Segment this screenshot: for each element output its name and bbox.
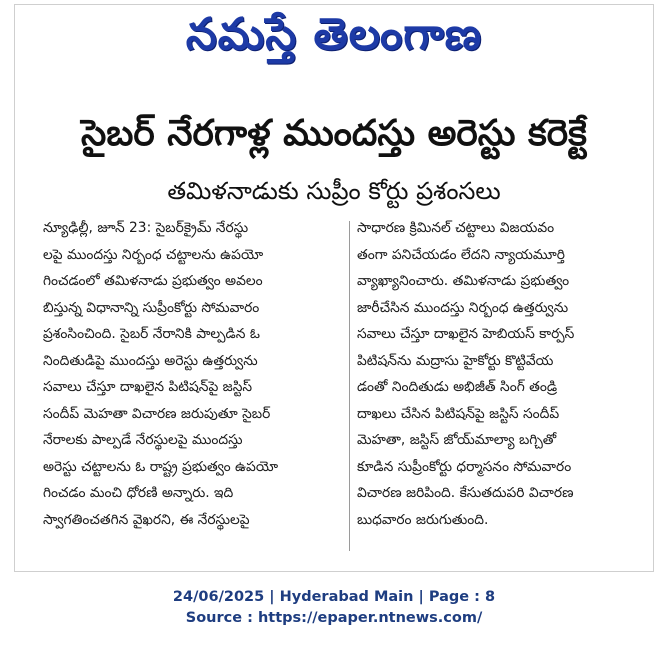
article-line: తంగా పనిచేయడం లేదని న్యాయమూర్తి xyxy=(357,246,565,263)
article-line: జారీచేసిన ముందస్తు నిర్బంధ ఉత్తర్వును xyxy=(357,299,569,316)
masthead-logo: నమస్తే తెలంగాణ xyxy=(185,9,483,60)
article-line: గించడంలో తమిళనాడు ప్రభుత్వం అవలం xyxy=(43,273,263,289)
publication-date-edition-page: 24/06/2025 | Hyderabad Main | Page : 8 xyxy=(172,589,496,605)
article-line: అరెస్టు చట్టాలను ఓ రాష్ట్ర ప్రభుత్వం ఉపయో xyxy=(43,458,279,475)
article-line: బుధవారం జరుగుతుంది. xyxy=(357,511,489,528)
article-line: ప్రశంసించింది. సైబర్ నేరానికి పాల్పడిన ఓ xyxy=(43,326,260,342)
column-divider xyxy=(349,221,350,551)
article-line: మెహతా, జస్టిస్ జోయ్‌మాల్యా బగ్చితో xyxy=(357,432,557,448)
article-column-left xyxy=(43,215,341,533)
article-line: బిస్తున్న విధానాన్ని సుప్రీంకోర్టు సోమవారం xyxy=(43,299,260,316)
article-line: గించడం మంచి ధోరణి అన్నారు. ఇది xyxy=(43,485,234,501)
article-line: నిందితుడిపై ముందస్తు అరెస్టు ఉత్తర్వును xyxy=(43,352,258,369)
article-line: వ్యాఖ్యానించారు. తమిళనాడు ప్రభుత్వం xyxy=(357,273,570,289)
article-column-right xyxy=(357,215,653,533)
article-line: సవాలు చేస్తూ దాఖలైన హెబియస్ కార్పస్ xyxy=(357,326,575,342)
article-line: కూడిన సుప్రీంకోర్టు ధర్మాసనం సోమవారం xyxy=(357,458,572,475)
article-line: డంతో నిందితుడు అభిజీత్ సింగ్ తండ్రి xyxy=(357,379,558,395)
article-line: పిటిషన్‌ను మద్రాసు హైకోర్టు కొట్టివేయ xyxy=(357,352,554,369)
newspaper-clipping xyxy=(14,4,654,572)
article-line: లపై ముందస్తు నిర్బంధ చట్టాలను ఉపయో xyxy=(43,246,264,263)
article-line: సాధారణ క్రిమినల్ చట్టాలు విజయవం xyxy=(357,220,555,236)
article-line: సవాలు చేస్తూ దాఖలైన పిటిషన్‌పై జస్టిస్ xyxy=(43,379,253,395)
article-line: దాఖలు చేసిన పిటిషన్‌పై జస్టిస్ సందీప్ xyxy=(357,405,560,422)
source-url: Source : https://epaper.ntnews.com/ xyxy=(185,610,483,626)
article-line: విచారణ జరిపింది. కేసుతదుపరి విచారణ xyxy=(357,485,574,501)
article-line: సందీప్ మెహతా విచారణ జరుపుతూ సైబర్ xyxy=(43,405,271,422)
article-line: నేరాలకు పాల్పడే నేరస్థులపై ముందస్తు xyxy=(43,432,243,448)
article-line: స్వాగతించతగిన వైఖరని, ఈ నేరస్థులపై xyxy=(43,511,250,528)
article-line: న్యూఢిల్లీ, జూన్ 23: సైబర్‌క్రైమ్ నేరస్థు xyxy=(43,220,249,236)
article-headline: సైబర్ నేరగాళ్ల ముందస్తు అరెస్టు కరెక్టే xyxy=(81,113,587,154)
article-subheadline: తమిళనాడుకు సుప్రీం కోర్టు ప్రశంసలు xyxy=(167,177,501,205)
